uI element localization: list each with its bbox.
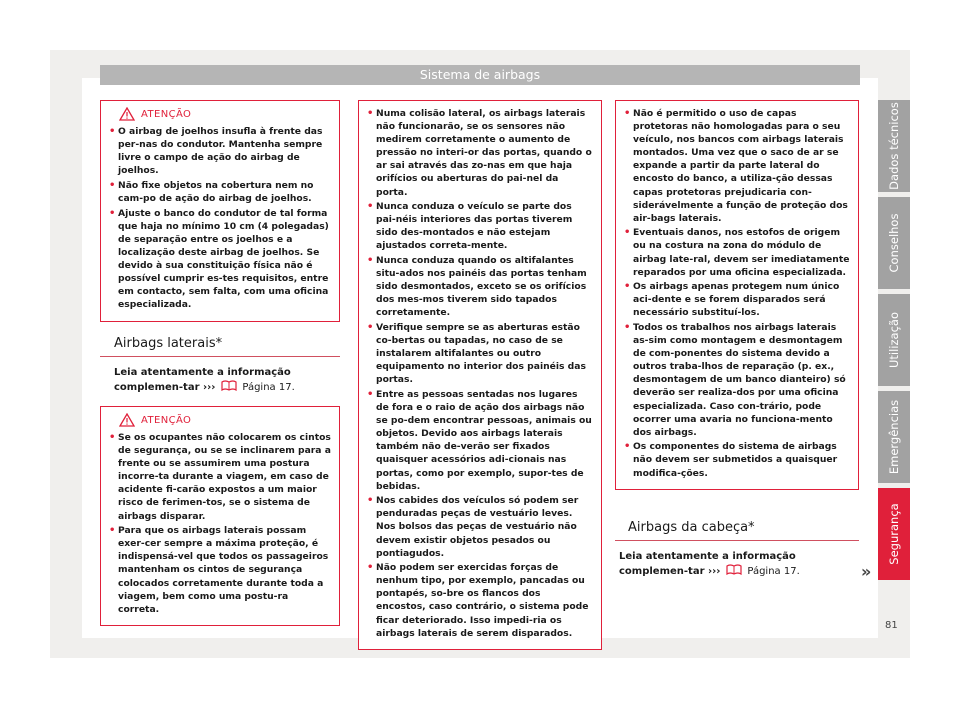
warning-title: ATENÇÃO <box>141 108 192 120</box>
tab-conselhos[interactable] <box>878 197 910 289</box>
book-reference-icon <box>726 564 742 575</box>
warning-item: • Os airbags apenas protegem num único aci-dente e se forem disparados será necessário substituí-los. <box>624 280 850 319</box>
warning-item: • Para que os airbags laterais possam exer-cer sempre a máxima proteção, é indispensá-vel que todos os passageiros mantenham os cintos de segurança colocados corretamente durante toda a viagem, bem como uma postu-ra correta. <box>109 524 331 616</box>
warning-item: • Todos os trabalhos nos airbags laterais as-sim como montagem e desmontagem de com-ponentes do sistema devido a outros traba-lhos de reparação (p. ex., desmontagem de um banco dianteiro) só deverão ser realiza-dos por uma oficina especializada. Caso con-trário, pode ocorrer uma avaria no funciona-mento dos airbags. <box>624 321 850 439</box>
tab-label: Segurança <box>887 503 901 565</box>
section-title-head-airbags: Airbags da cabeça* <box>628 520 755 535</box>
warning-item: • Não é permitido o uso de capas protetoras não homologadas para o seu veículo, nos bancos com airbags laterais montados. Uma vez que o saco de ar se expande a partir da parte lateral do encosto do banco, a utiliza-ção dessas capas protetoras prejudicaria con-siderávelmente a função de proteção dos air-bags laterais. <box>624 107 850 225</box>
warning-item: • Numa colisão lateral, os airbags laterais não funcionarão, se os sensores não medirem corretamente o aumento de pressão no interi-or das portas, quando o ar sai através das zo-nas em que haja orifícios ou aberturas do pai-nel da porta. <box>367 107 593 199</box>
warning-box-side-airbags-cont2 <box>615 100 859 490</box>
warning-item: • Entre as pessoas sentadas nos lugares de fora e o raio de ação dos airbags não se po-dem encontrar pessoas, animais ou objetos. Devido aos airbags laterais também não de-verão ser fixados quaisquer acessórios adi-cionais nas portas, como por exemplo, supor-tes de bebidas. <box>367 388 593 493</box>
warning-item: • Verifique sempre se as aberturas estão co-bertas ou tapadas, no caso de se instalarem altifalantes ou outro equipamento no interior dos painéis das portas. <box>367 321 593 386</box>
warning-item: • Não podem ser exercidas forças de nenhum tipo, por exemplo, pancadas ou pontapés, so-bre os flancos dos encostos, caso contrário, o sistema pode ficar deteriorado. Isso impedi-ria os airbags laterais de serem disparados. <box>367 561 593 640</box>
warning-triangle-icon <box>119 413 135 427</box>
warning-item: • O airbag de joelhos insufla à frente das per-nas do condutor. Mantenha sempre livre o campo de ação do airbag de joelhos. <box>109 125 331 177</box>
tab-utilizacao[interactable] <box>878 294 910 386</box>
warning-item: • Se os ocupantes não colocarem os cintos de segurança, ou se se inclinarem para a frente ou se assumirem uma postura incorre-ta durante a viagem, em caso de acidente fi-carão expostos a um maior risco de ferimen-tos, se o sistema de airbags disparar. <box>109 431 331 523</box>
tab-label: Conselhos <box>887 213 901 273</box>
warning-box-side-airbags-cont <box>358 100 602 650</box>
reference-lead: Leia atentamente a informação complemen-tar <box>114 367 291 393</box>
warning-triangle-icon <box>119 107 135 121</box>
continue-marker: » <box>861 562 872 581</box>
tab-label: Utilização <box>887 311 901 369</box>
tab-seguranca[interactable] <box>878 488 910 580</box>
section-divider <box>615 540 859 541</box>
reference-page-link[interactable]: Página 17. <box>242 382 295 393</box>
warning-item: • Nos cabides dos veículos só podem ser penduradas peças de vestuário leves. Nos bolsos das peças de vestuário não devem existir objetos pesados ou pontiagudos. <box>367 494 593 559</box>
tab-emergencias[interactable] <box>878 391 910 483</box>
reference-text <box>114 366 340 395</box>
tab-label: Dados técnicos <box>887 102 901 190</box>
warning-header <box>119 107 331 121</box>
section-title-side-airbags: Airbags laterais* <box>114 336 223 351</box>
reference-lead: Leia atentamente a informação complemen-tar <box>619 551 796 577</box>
tab-label: Emergências <box>887 399 901 475</box>
page-header: Sistema de airbags <box>100 65 860 85</box>
warning-item: • Ajuste o banco do condutor de tal forma que haja no mínimo 10 cm (4 polegadas) de separação entre os joelhos e a localização deste airbag de joelhos. Se devido à sua constituição física não é possível cumprir es-tes requisitos, entre em contacto, sem falta, com uma oficina especializada. <box>109 207 331 312</box>
warning-item: • Eventuais danos, nos estofos de origem ou na costura na zona do módulo de airbag late-ral, devem ser imediatamente reparados por uma oficina especializada. <box>624 226 850 278</box>
warning-box-knee-airbag <box>100 100 340 322</box>
book-reference-icon <box>221 380 237 391</box>
warning-box-seatbelt <box>100 406 340 626</box>
reference-arrows: ››› <box>203 382 216 393</box>
warning-item: • Nunca conduza o veículo se parte dos pai-néis interiores das portas tiverem sido des-montados e não estejam ajustados correta-mente. <box>367 200 593 252</box>
reference-page-link[interactable]: Página 17. <box>747 566 800 577</box>
warning-header <box>119 413 331 427</box>
tab-dados-tecnicos[interactable] <box>878 100 910 192</box>
warning-item: • Não fixe objetos na cobertura nem no cam-po de ação do airbag de joelhos. <box>109 179 331 205</box>
section-divider <box>100 356 340 357</box>
reference-arrows: ››› <box>708 566 721 577</box>
warning-item: • Os componentes do sistema de airbags não devem ser submetidos a quaisquer modifica-ções. <box>624 440 850 479</box>
warning-item: • Nunca conduza quando os altifalantes situ-ados nos painéis das portas tenham sido desmontados, exceto se os orifícios dos mes-mos tiverem sido tapados corretamente. <box>367 254 593 319</box>
warning-title: ATENÇÃO <box>141 414 192 426</box>
page-number: 81 <box>885 620 898 631</box>
reference-text <box>619 550 855 579</box>
